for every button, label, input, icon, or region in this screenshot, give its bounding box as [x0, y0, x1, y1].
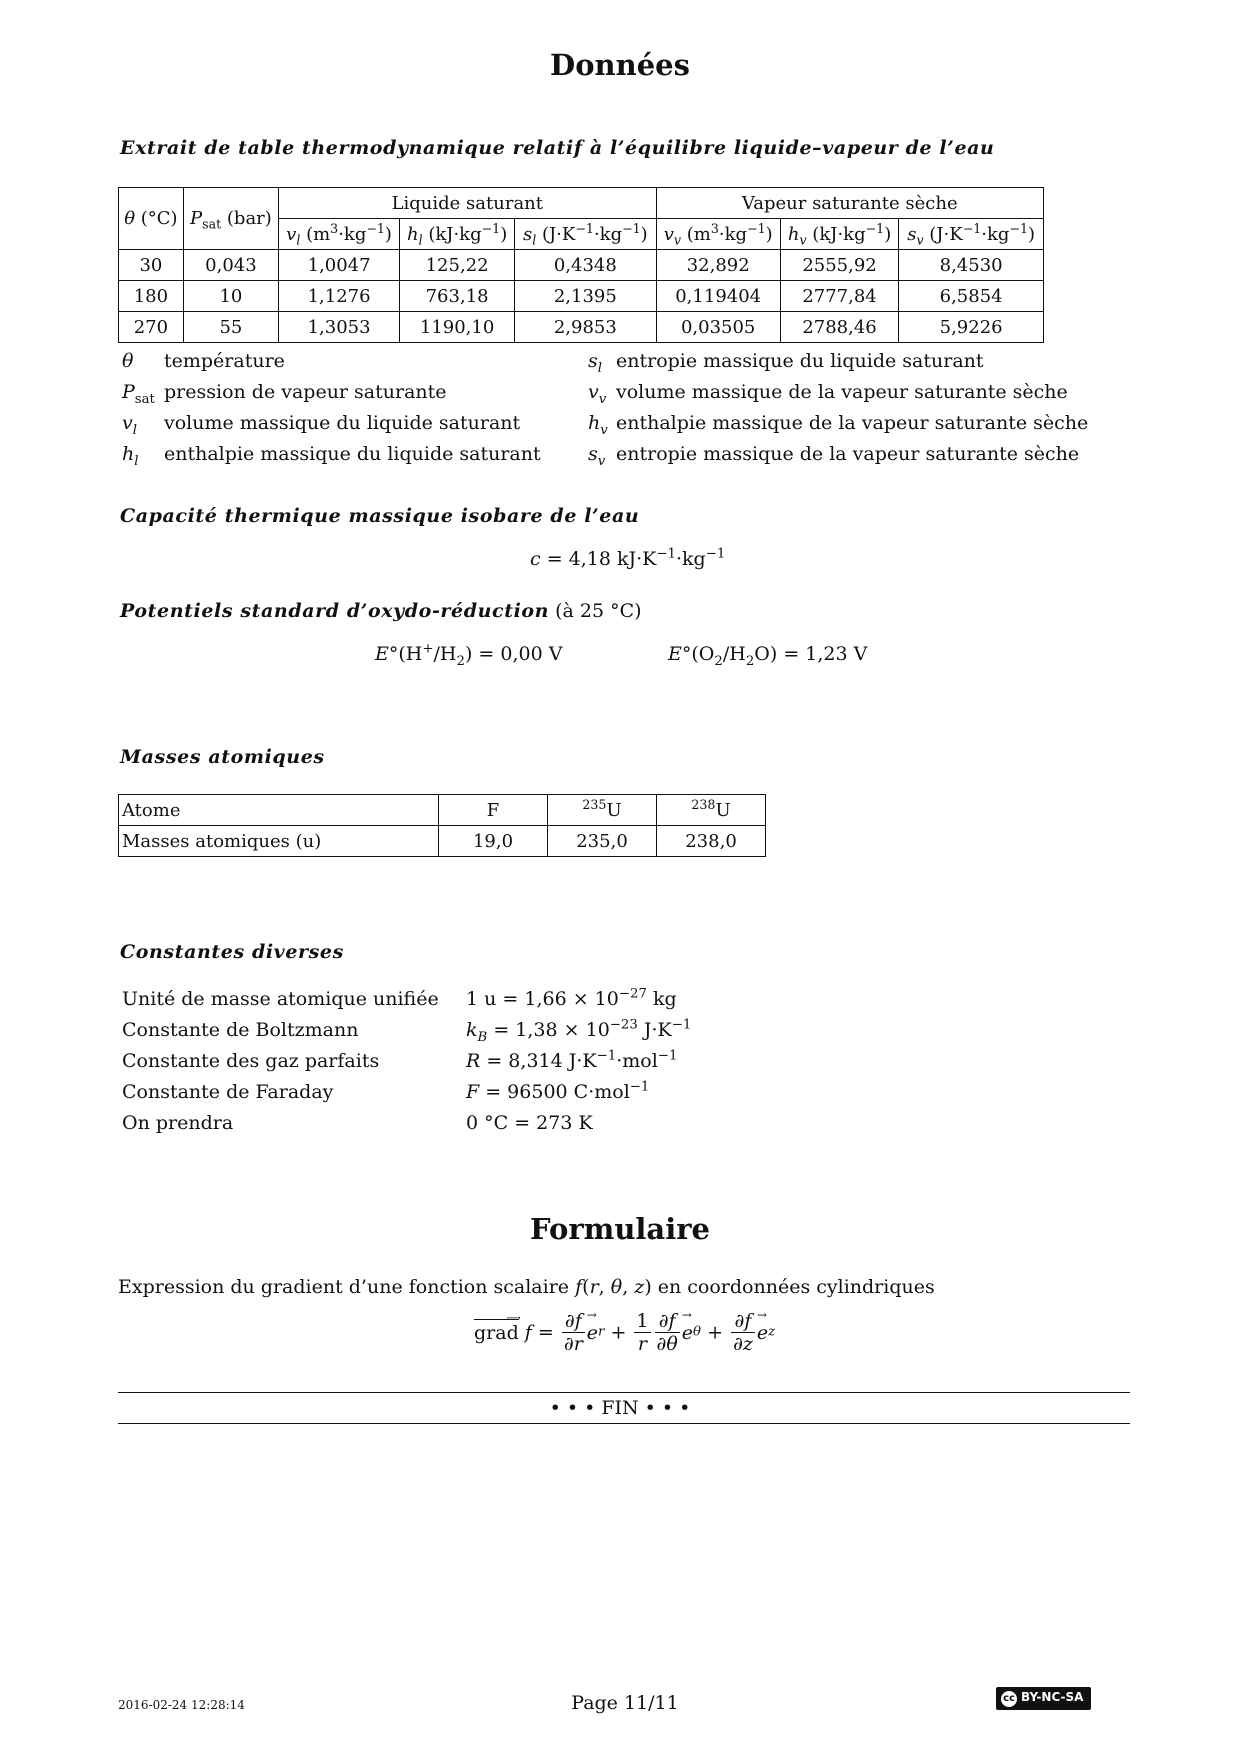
cell: 8,4530 [899, 250, 1044, 281]
constant-label: Constante des gaz parfaits [122, 1050, 380, 1072]
potential-o-value: = 1,23 V [783, 643, 868, 665]
cell: 32,892 [656, 250, 780, 281]
cell: 2555,92 [780, 250, 898, 281]
header-hl: $h_l$ $(kJ\cdot kg^{-1})$ [400, 219, 515, 250]
atom-label: U [715, 799, 731, 821]
potential-h-value: = 0,00 V [478, 643, 563, 665]
legend-sv: $s_v$ entropie massique de la vapeur saturante sèche [588, 443, 1080, 469]
top-rule [118, 1392, 1130, 1393]
cell: 30 [119, 250, 184, 281]
constant-label: Constante de Faraday [122, 1081, 334, 1103]
cell: 0,119404 [656, 281, 780, 312]
table-row [119, 312, 1044, 343]
header-liquide: Liquide saturant [279, 188, 656, 219]
atom-u238 [657, 795, 766, 826]
legend-text: entropie massique du liquide saturant [616, 350, 984, 372]
potentials-note: (à 25 °C) [555, 600, 642, 622]
gradient-text-end: en coordonnées cylindriques [657, 1276, 935, 1298]
cell: 180 [119, 281, 184, 312]
cell: 270 [119, 312, 184, 343]
section-potentials [120, 600, 642, 622]
gradient-text: Expression du gradient d’une fonction scalaire f(r, θ, z) en coordonnées cylindriques [118, 1276, 935, 1298]
header-psat: $P_{sat}$ (bar) [183, 188, 278, 250]
mass-row1-label: Atome [119, 795, 439, 826]
section-thermo-table: Extrait de table thermodynamique relatif à l’équilibre liquide–vapeur de l’eau [120, 137, 995, 159]
cell: 2788,46 [780, 312, 898, 343]
header-hv: $h_v$ $(kJ\cdot kg^{-1})$ [780, 219, 898, 250]
section-constants: Constantes diverses [120, 941, 344, 963]
gradient-text-start: Expression du gradient d’une fonction scalaire [118, 1276, 570, 1298]
header-vv: $v_v$ $(m^3\cdot kg^{-1})$ [656, 219, 780, 250]
atom-label: U [606, 799, 622, 821]
cell: 2,1395 [515, 281, 656, 312]
bottom-rule [118, 1423, 1130, 1424]
cell: 763,18 [400, 281, 515, 312]
legend-vl: $v_l$ volume massique du liquide saturant [122, 412, 521, 438]
cell: 238,0 [657, 826, 766, 857]
legend-text: entropie massique de la vapeur saturante sèche [616, 443, 1080, 465]
license-badge [996, 1687, 1091, 1710]
page-number: Page 11/11 [571, 1692, 679, 1714]
cell: 1,1276 [279, 281, 400, 312]
cp-formula: c = 4,18 $kJ\cdot K^{-1}\cdot kg^{-1}$ [530, 546, 726, 570]
legend-psat: $P_{sat}$ pression de vapeur saturante [122, 381, 447, 407]
legend-text: enthalpie massique de la vapeur saturante sèche [616, 412, 1089, 434]
mass-row2-label: Masses atomiques (u) [119, 826, 439, 857]
cell: 0,4348 [515, 250, 656, 281]
cell: 6,5854 [899, 281, 1044, 312]
table-row [119, 826, 766, 857]
potentials-heading: Potentiels standard d’oxydo-réduction [120, 600, 550, 622]
cell: 1,3053 [279, 312, 400, 343]
legend-text: volume massique de la vapeur saturante sèche [616, 381, 1068, 403]
thermo-table [118, 187, 1044, 343]
constant-value-f: F = 96500 C·mol$^{-1}$ [466, 1079, 650, 1103]
legend-hv: $h_v$ enthalpie massique de la vapeur saturante sèche [588, 412, 1089, 438]
cell: 2777,84 [780, 281, 898, 312]
legend-text: volume massique du liquide saturant [164, 412, 521, 434]
constant-value-r: R = 8,314 $J\cdot K^{-1}\cdot mol^{-1}$ [466, 1048, 678, 1072]
header-sl: $s_l$ $(J\cdot K^{-1}\cdot kg^{-1})$ [515, 219, 656, 250]
cell: 19,0 [439, 826, 548, 857]
constant-value-u: 1 $u = 1,66 \times 10^{-27}$ kg [466, 986, 677, 1010]
atom-f [439, 795, 548, 826]
cp-value: = 4,18 kJ·K [546, 548, 657, 570]
potential-o: $E^\circ(O_2/H_2O) = 1,23$ V [668, 643, 868, 669]
table-row [119, 795, 766, 826]
cell: 2,9853 [515, 312, 656, 343]
atom-u235 [548, 795, 657, 826]
legend-sl: $s_l$ entropie massique du liquide saturant [588, 350, 984, 376]
footer-date: 2016-02-24 12:28:14 [118, 1698, 245, 1712]
constant-value-temp: 0 °C = 273 K [466, 1112, 593, 1134]
legend-text: pression de vapeur saturante [164, 381, 447, 403]
legend-hl: $h_l$ enthalpie massique du liquide saturant [122, 443, 541, 469]
constant-value-kb: $k_B = 1,38 \times 10^{-23}$ $J\cdot K^{-1}$ [466, 1017, 692, 1045]
atom-label: F [486, 799, 500, 821]
cell: 10 [183, 281, 278, 312]
cc-icon: cc [1001, 1691, 1017, 1707]
cell: 235,0 [548, 826, 657, 857]
header-theta: θ (°C) [119, 188, 184, 250]
mass-table [118, 794, 766, 857]
cell: 125,22 [400, 250, 515, 281]
header-vl: $v_l$ $(m^3\cdot kg^{-1})$ [279, 219, 400, 250]
header-sv: $s_v$ $(J\cdot K^{-1}\cdot kg^{-1})$ [899, 219, 1044, 250]
isotope-label: 235 [582, 796, 607, 812]
license-text: BY-NC-SA [1021, 1690, 1084, 1704]
constant-label: On prendra [122, 1112, 234, 1134]
constant-label: Constante de Boltzmann [122, 1019, 359, 1041]
constant-label: Unité de masse atomique unifiée [122, 988, 439, 1010]
table-row [119, 250, 1044, 281]
cell: 5,9226 [899, 312, 1044, 343]
cell: 1190,10 [400, 312, 515, 343]
formulaire-title: Formulaire [530, 1212, 710, 1246]
legend-text: température [164, 350, 285, 372]
legend-theta: θ température [122, 350, 285, 372]
legend-text: enthalpie massique du liquide saturant [164, 443, 541, 465]
donnees-title: Données [550, 48, 690, 82]
potential-h: $E^\circ(H^+/H_2) = 0,00$ V [375, 641, 563, 669]
cell: 55 [183, 312, 278, 343]
section-masses: Masses atomiques [120, 746, 325, 768]
cell: 0,043 [183, 250, 278, 281]
gradient-formula: ⟶ grad f = $\frac{\partial f}{\partial r}$ → er + $\frac{1}{r}$ $\frac{\partial f}{\partial\theta}$ → eθ + $\frac{\partial f}{\partial z}$ → ez [474, 1310, 775, 1355]
cell: 1,0047 [279, 250, 400, 281]
header-vapeur: Vapeur saturante sèche [656, 188, 1043, 219]
section-cp: Capacité thermique massique isobare de l’eau [120, 505, 640, 527]
legend-vv: $v_v$ volume massique de la vapeur saturante sèche [588, 381, 1068, 407]
cell: 0,03505 [656, 312, 780, 343]
isotope-label: 238 [691, 796, 716, 812]
table-row [119, 281, 1044, 312]
fin-marker: • • • FIN • • • [549, 1397, 691, 1419]
